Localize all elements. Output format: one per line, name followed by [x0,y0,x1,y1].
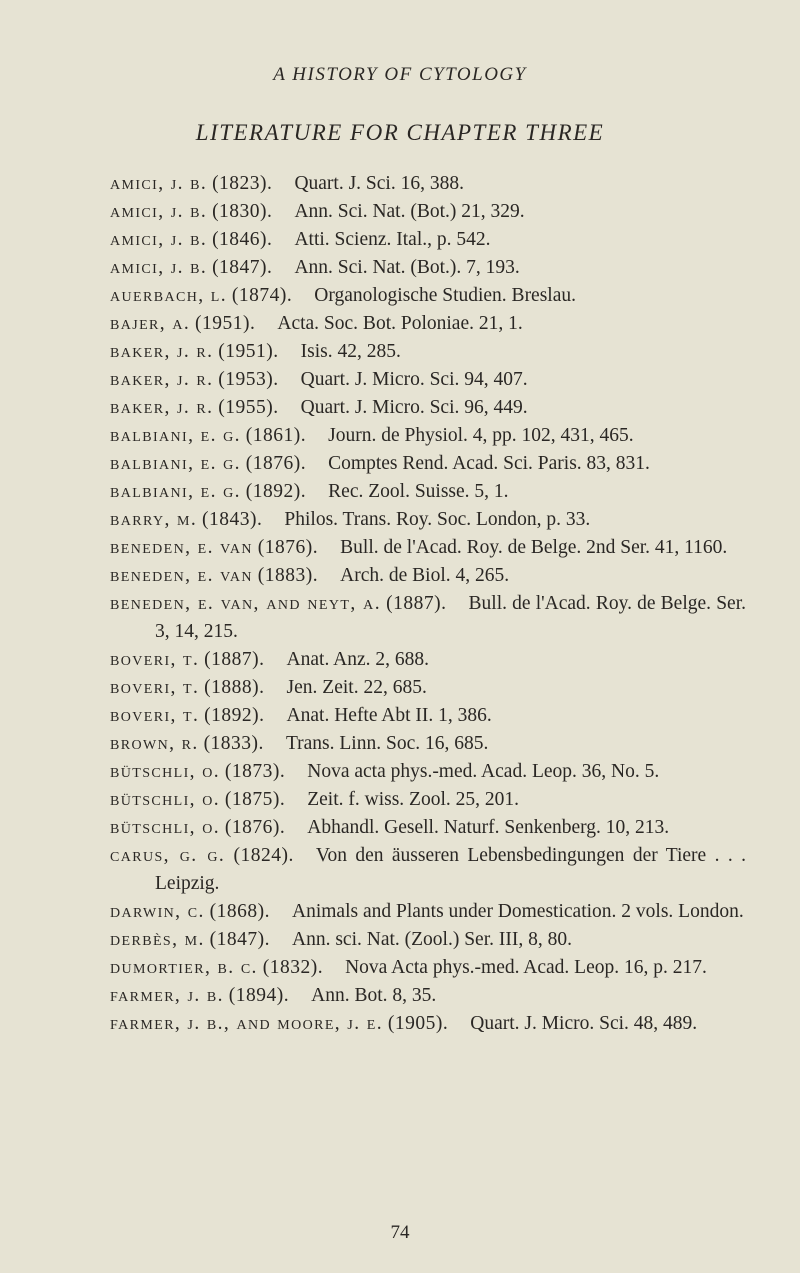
reference-author: baker, j. r. [110,397,214,418]
reference-entry [110,814,746,842]
reference-source: Quart. J. Micro. Sci. 48, 489. [470,1013,698,1034]
reference-entry [110,534,746,562]
reference-year: (1843). [202,509,263,530]
reference-source: Atti. Scienz. Ital., p. 542. [294,229,491,250]
reference-source: Rec. Zool. Suisse. 5, 1. [328,481,509,502]
reference-year: (1888). [204,677,265,698]
reference-source: Bull. de l'Acad. Roy. de Belge. 2nd Ser. 41, 1160. [340,537,728,558]
reference-source: Ann. Sci. Nat. (Bot.). 7, 193. [294,257,520,278]
reference-year: (1875). [224,789,286,810]
reference-source: Zeit. f. wiss. Zool. 25, 201. [307,789,520,810]
reference-year: (1861). [245,425,307,446]
running-head: A HISTORY OF CYTOLOGY [273,64,527,85]
reference-author: bajer, a. [110,313,191,334]
reference-entry [110,926,746,954]
reference-author: auerbach, l. [110,285,227,306]
reference-year: (1846). [212,229,273,250]
reference-author: dumortier, b. c. [110,957,258,978]
reference-author: barry, m. [110,509,198,530]
reference-entry [110,842,746,898]
reference-year: (1847). [212,257,273,278]
reference-source: Von den äusseren Lebensbedingungen der Tiere . . . Leipzig. [155,845,746,894]
reference-year: (1874). [231,285,293,306]
reference-entry [110,982,746,1010]
reference-author: bütschli, o. [110,817,220,838]
reference-entry [110,450,746,478]
reference-source: Anat. Anz. 2, 688. [286,649,429,670]
reference-year: (1833). [203,733,264,754]
reference-author: derbès, m. [110,929,205,950]
reference-entry [110,310,746,338]
reference-year: (1832). [262,957,324,978]
reference-author: amici, j. b. [110,201,208,222]
reference-author: farmer, j. b. [110,985,224,1006]
reference-year: (1873). [224,761,286,782]
reference-source: Comptes Rend. Acad. Sci. Paris. 83, 831. [328,453,650,474]
reference-author: amici, j. b. [110,257,208,278]
reference-year: (1876). [257,537,319,558]
reference-year: (1823). [212,173,273,194]
reference-author: amici, j. b. [110,173,208,194]
reference-author: baker, j. r. [110,341,214,362]
reference-entry [110,198,746,226]
reference-entry [110,338,746,366]
reference-entry [110,674,746,702]
reference-entry [110,954,746,982]
reference-source: Nova acta phys.-med. Acad. Leop. 36, No. 5. [307,761,660,782]
reference-entry [110,562,746,590]
reference-entry [110,702,746,730]
reference-author: baker, j. r. [110,369,214,390]
reference-entry [110,394,746,422]
reference-author: boveri, t. [110,649,200,670]
reference-source: Organologische Studien. Breslau. [314,285,576,306]
reference-author: balbiani, e. g. [110,453,241,474]
reference-year: (1953). [218,369,279,390]
reference-source: Ann. sci. Nat. (Zool.) Ser. III, 8, 80. [292,929,572,950]
reference-entry [110,758,746,786]
reference-source: Ann. Sci. Nat. (Bot.) 21, 329. [294,201,525,222]
reference-entry [110,506,746,534]
reference-entry [110,786,746,814]
reference-entry [110,1010,746,1038]
reference-year: (1887). [386,593,447,614]
reference-source: Arch. de Biol. 4, 265. [340,565,510,586]
reference-author: carus, g. g. [110,845,226,866]
reference-source: Quart. J. Sci. 16, 388. [294,173,464,194]
reference-author: balbiani, e. g. [110,425,241,446]
reference-entry [110,226,746,254]
reference-source: Acta. Soc. Bot. Poloniae. 21, 1. [277,313,523,334]
reference-source: Trans. Linn. Soc. 16, 685. [285,733,489,754]
reference-entry [110,478,746,506]
reference-source: Animals and Plants under Domestication. 2 vols. London. [292,901,744,922]
reference-source: Anat. Hefte Abt II. 1, 386. [286,705,492,726]
reference-entry [110,646,746,674]
reference-source: Quart. J. Micro. Sci. 96, 449. [300,397,528,418]
reference-year: (1824). [233,845,294,866]
reference-entry [110,282,746,310]
reference-author: amici, j. b. [110,229,208,250]
reference-entry [110,366,746,394]
reference-author: bütschli, o. [110,761,220,782]
reference-author: boveri, t. [110,705,200,726]
reference-year: (1894). [228,985,290,1006]
reference-source: Ann. Bot. 8, 35. [311,985,437,1006]
reference-source: Nova Acta phys.-med. Acad. Leop. 16, p. 217. [345,957,707,978]
reference-source: Philos. Trans. Roy. Soc. London, p. 33. [284,509,591,530]
reference-entry [110,422,746,450]
reference-year: (1951). [195,313,256,334]
reference-year: (1830). [212,201,273,222]
reference-source: Journ. de Physiol. 4, pp. 102, 431, 465. [328,425,634,446]
reference-source: Bull. de l'Acad. Roy. de Belge. Ser. 3, 14, 215. [155,593,746,642]
reference-year: (1876). [224,817,286,838]
reference-year: (1951). [218,341,279,362]
reference-source: Isis. 42, 285. [300,341,401,362]
reference-source: Abhandl. Gesell. Naturf. Senkenberg. 10, 213. [307,817,670,838]
reference-entry [110,730,746,758]
reference-entry [110,590,746,646]
reference-author: balbiani, e. g. [110,481,241,502]
reference-author: beneden, e. van [110,537,253,558]
reference-year: (1887). [204,649,265,670]
reference-year: (1905). [387,1013,449,1034]
reference-author: brown, r. [110,733,199,754]
reference-source: Quart. J. Micro. Sci. 94, 407. [300,369,528,390]
reference-year: (1892). [245,481,307,502]
reference-year: (1876). [245,453,307,474]
reference-author: bütschli, o. [110,789,220,810]
chapter-title: LITERATURE FOR CHAPTER THREE [195,120,605,145]
reference-list [110,170,746,1038]
reference-year: (1883). [257,565,319,586]
reference-author: beneden, e. van [110,565,253,586]
reference-year: (1868). [209,901,270,922]
reference-author: farmer, j. b., and moore, j. e. [110,1013,383,1034]
reference-entry [110,170,746,198]
reference-year: (1892). [204,705,265,726]
reference-year: (1955). [218,397,279,418]
reference-author: darwin, c. [110,901,205,922]
page-number: 74 [390,1222,410,1243]
reference-source: Jen. Zeit. 22, 685. [286,677,427,698]
reference-author: beneden, e. van, and neyt, a. [110,593,381,614]
reference-entry [110,254,746,282]
reference-year: (1847). [209,929,270,950]
reference-entry [110,898,746,926]
reference-author: boveri, t. [110,677,200,698]
